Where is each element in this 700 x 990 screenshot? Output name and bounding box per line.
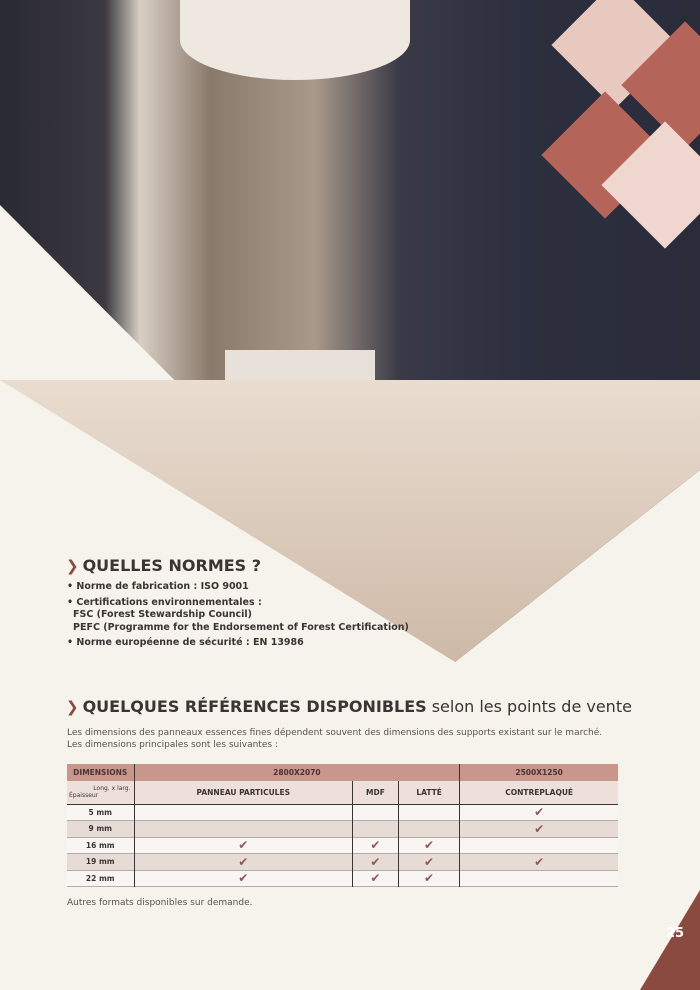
empty-cell [398,821,459,838]
empty-cell [353,821,399,838]
table-row [67,821,618,838]
table-row [67,870,618,887]
check-icon: ✔ [460,854,618,871]
row-label: 22 mm [67,870,134,887]
empty-cell [134,821,353,838]
normes-list [67,581,409,653]
header-size2: 2500X1250 [460,764,618,781]
page-number: 25 [665,926,684,941]
heading-text: QUELLES NORMES ? [82,556,262,575]
note: Autres formats disponibles sur demande. [67,898,253,908]
header-size1: 2800X2070 [134,764,460,781]
check-icon: ✔ [353,854,399,871]
header-dimensions: DIMENSIONS [67,764,134,781]
empty-cell [398,804,459,821]
check-icon: ✔ [398,870,459,887]
empty-cell [134,804,353,821]
table-row [67,804,618,821]
heading-subtitle: selon les points de vente [431,697,632,716]
list-item: • Norme européenne de sécurité : EN 13986 [67,637,304,648]
check-icon: ✔ [398,854,459,871]
empty-cell [460,870,618,887]
check-icon: ✔ [134,837,353,854]
check-icon: ✔ [134,854,353,871]
row-label: 5 mm [67,804,134,821]
row-label: 19 mm [67,854,134,871]
dimensions-table [67,764,618,887]
list-item: • Certifications environnementales : [67,596,262,608]
corner-cell: Long. x larg. Épaisseur [67,781,134,804]
column-header: LATTÉ [398,781,459,804]
row-label: 16 mm [67,837,134,854]
list-item: • Norme de fabrication : ISO 9001 [67,581,249,592]
check-icon: ✔ [398,837,459,854]
list-item: PEFC (Programme for the Endorsement of Forest Certification) [73,621,409,633]
chevron-icon: ❯ [66,697,79,716]
table-row [67,837,618,854]
table-row [67,854,618,871]
check-icon: ✔ [353,870,399,887]
chevron-icon: ❯ [66,556,79,575]
check-icon: ✔ [460,804,618,821]
column-header: CONTREPLAQUÉ [460,781,618,804]
ceiling [180,0,410,80]
normes-heading [66,556,261,575]
list-item: FSC (Forest Stewardship Council) [73,609,253,620]
empty-cell [353,804,399,821]
column-header: PANNEAU PARTICULES [134,781,353,804]
column-header: MDF [353,781,399,804]
empty-cell [460,837,618,854]
refs-heading [66,697,632,716]
check-icon: ✔ [134,870,353,887]
intro-text: Les dimensions des panneaux essences fines dépendent souvent des dimensions des supports existant sur le marché. Les dimensions principales sont les suivantes : [67,728,603,750]
check-icon: ✔ [460,821,618,838]
heading-text: QUELQUES RÉFÉRENCES DISPONIBLES [82,697,427,716]
row-label: 9 mm [67,821,134,838]
check-icon: ✔ [353,837,399,854]
